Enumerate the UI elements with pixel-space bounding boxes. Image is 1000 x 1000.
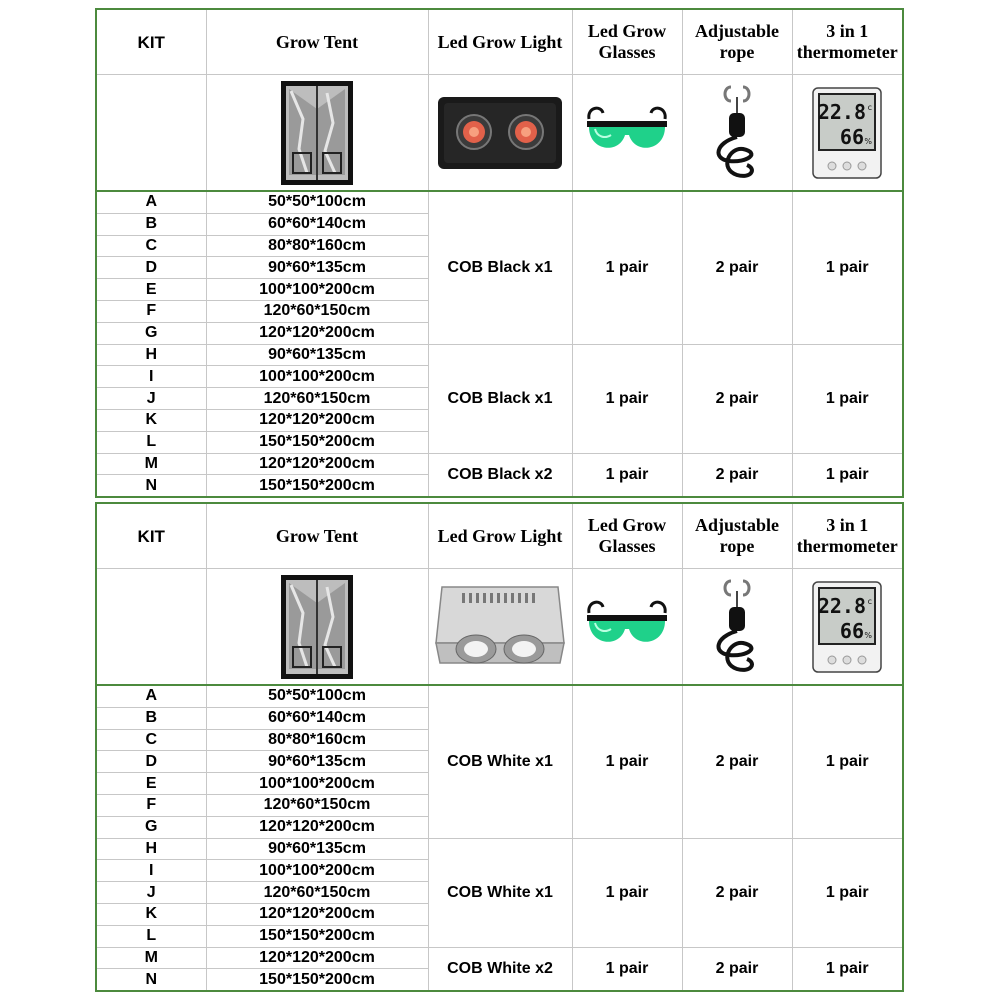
light-image-cell [428,75,572,192]
thermo-humidity-unit: % [864,630,873,640]
kit-letter: J [96,388,206,410]
kit-letter: F [96,794,206,816]
tent-size: 90*60*135cm [206,751,428,773]
rope-qty: 2 pair [682,947,792,991]
kit-letter: A [96,685,206,707]
adjustable-rope-icon [707,83,767,183]
thermo-humidity: 66 [840,618,865,643]
tent-size: 120*120*200cm [206,903,428,925]
rope-image-cell [682,75,792,192]
light-config: COB White x1 [428,685,572,838]
light-config: COB Black x1 [428,191,572,344]
glasses-image-cell [572,75,682,192]
rope-qty: 2 pair [682,191,792,344]
kit-letter: E [96,773,206,795]
kit-letter: N [96,969,206,991]
kit-letter: G [96,816,206,838]
tent-size: 120*60*150cm [206,882,428,904]
kit-letter: I [96,366,206,388]
thermo-temp-unit: c [867,596,873,606]
tent-size: 60*60*140cm [206,707,428,729]
header-thermometer: 3 in 1 thermometer [792,503,903,569]
kit-table-black [95,8,904,498]
thermo-qty: 1 pair [792,344,903,453]
tent-size: 120*120*200cm [206,409,428,431]
tent-size: 100*100*200cm [206,860,428,882]
tent-size: 120*60*150cm [206,794,428,816]
adjustable-rope-icon [707,577,767,677]
thermometer-image-cell [792,569,903,686]
kit-letter: E [96,279,206,301]
tent-size: 120*120*200cm [206,453,428,475]
table-row [96,947,903,969]
rope-qty: 2 pair [682,685,792,838]
kit-letter: L [96,925,206,947]
thermo-humidity: 66 [840,124,865,149]
table-row [96,344,903,366]
header-adjustable-rope: Adjustable rope [682,9,792,75]
header-kit: KIT [96,503,206,569]
thermo-temp-unit: c [867,102,873,112]
rope-image-cell [682,569,792,686]
light-config: COB Black x2 [428,453,572,497]
image-cell-empty [96,75,206,192]
glasses-qty: 1 pair [572,838,682,947]
rope-qty: 2 pair [682,838,792,947]
image-row [96,569,903,686]
tent-size: 120*120*200cm [206,947,428,969]
header-grow-tent: Grow Tent [206,503,428,569]
tent-size: 60*60*140cm [206,213,428,235]
header-kit: KIT [96,9,206,75]
glasses-qty: 1 pair [572,947,682,991]
kit-letter: B [96,213,206,235]
kit-letter: G [96,322,206,344]
kit-letter: J [96,882,206,904]
tent-size: 90*60*135cm [206,257,428,279]
kit-table-white [95,502,904,992]
rope-qty: 2 pair [682,453,792,497]
tent-size: 100*100*200cm [206,279,428,301]
light-config: COB White x1 [428,838,572,947]
rope-qty: 2 pair [682,344,792,453]
table-row [96,453,903,475]
thermo-qty: 1 pair [792,838,903,947]
thermo-humidity-unit: % [864,136,873,146]
led-grow-light-icon [434,91,566,175]
glasses-qty: 1 pair [572,453,682,497]
tent-image-cell [206,569,428,686]
grow-glasses-icon [581,595,673,659]
thermo-qty: 1 pair [792,685,903,838]
kit-letter: A [96,191,206,213]
header-row [96,503,903,569]
kit-letter: K [96,409,206,431]
kit-letter: C [96,729,206,751]
tent-size: 120*120*200cm [206,816,428,838]
kit-letter: D [96,751,206,773]
tent-size: 100*100*200cm [206,366,428,388]
grow-glasses-icon [581,101,673,165]
led-grow-light-icon [432,583,568,671]
tent-size: 150*150*200cm [206,475,428,497]
header-led-grow-light: Led Grow Light [428,9,572,75]
header-row [96,9,903,75]
kit-letter: H [96,838,206,860]
header-thermometer: 3 in 1 thermometer [792,9,903,75]
thermo-temp: 22.8 [818,99,867,124]
grow-tent-icon [277,573,357,681]
light-image-cell [428,569,572,686]
tent-size: 50*50*100cm [206,191,428,213]
tent-size: 80*80*160cm [206,729,428,751]
glasses-image-cell [572,569,682,686]
table-row [96,191,903,213]
tent-size: 150*150*200cm [206,925,428,947]
header-led-grow-glasses: Led Grow Glasses [572,503,682,569]
thermo-qty: 1 pair [792,191,903,344]
kit-letter: I [96,860,206,882]
kit-letter: N [96,475,206,497]
thermo-qty: 1 pair [792,453,903,497]
glasses-qty: 1 pair [572,344,682,453]
kit-letter: H [96,344,206,366]
tent-size: 90*60*135cm [206,344,428,366]
kit-letter: B [96,707,206,729]
thermometer-image-cell [792,75,903,192]
glasses-qty: 1 pair [572,191,682,344]
header-grow-tent: Grow Tent [206,9,428,75]
tent-size: 150*150*200cm [206,431,428,453]
kit-letter: M [96,947,206,969]
light-config: COB White x2 [428,947,572,991]
light-config: COB Black x1 [428,344,572,453]
header-led-grow-light: Led Grow Light [428,503,572,569]
header-adjustable-rope: Adjustable rope [682,503,792,569]
tent-size: 150*150*200cm [206,969,428,991]
tent-size: 120*120*200cm [206,322,428,344]
glasses-qty: 1 pair [572,685,682,838]
thermo-temp: 22.8 [818,593,867,618]
thermometer-icon [810,86,884,180]
thermo-qty: 1 pair [792,947,903,991]
image-row [96,75,903,192]
tent-size: 120*60*150cm [206,388,428,410]
kit-letter: L [96,431,206,453]
tent-size: 100*100*200cm [206,773,428,795]
tent-image-cell [206,75,428,192]
kit-letter: F [96,300,206,322]
tent-size: 80*80*160cm [206,235,428,257]
grow-tent-icon [277,79,357,187]
tent-size: 120*60*150cm [206,300,428,322]
header-led-grow-glasses: Led Grow Glasses [572,9,682,75]
thermometer-icon [810,580,884,674]
kit-letter: D [96,257,206,279]
table-row [96,685,903,707]
kit-letter: M [96,453,206,475]
kit-letter: C [96,235,206,257]
table-row [96,838,903,860]
image-cell-empty [96,569,206,686]
tent-size: 50*50*100cm [206,685,428,707]
kit-letter: K [96,903,206,925]
tent-size: 90*60*135cm [206,838,428,860]
